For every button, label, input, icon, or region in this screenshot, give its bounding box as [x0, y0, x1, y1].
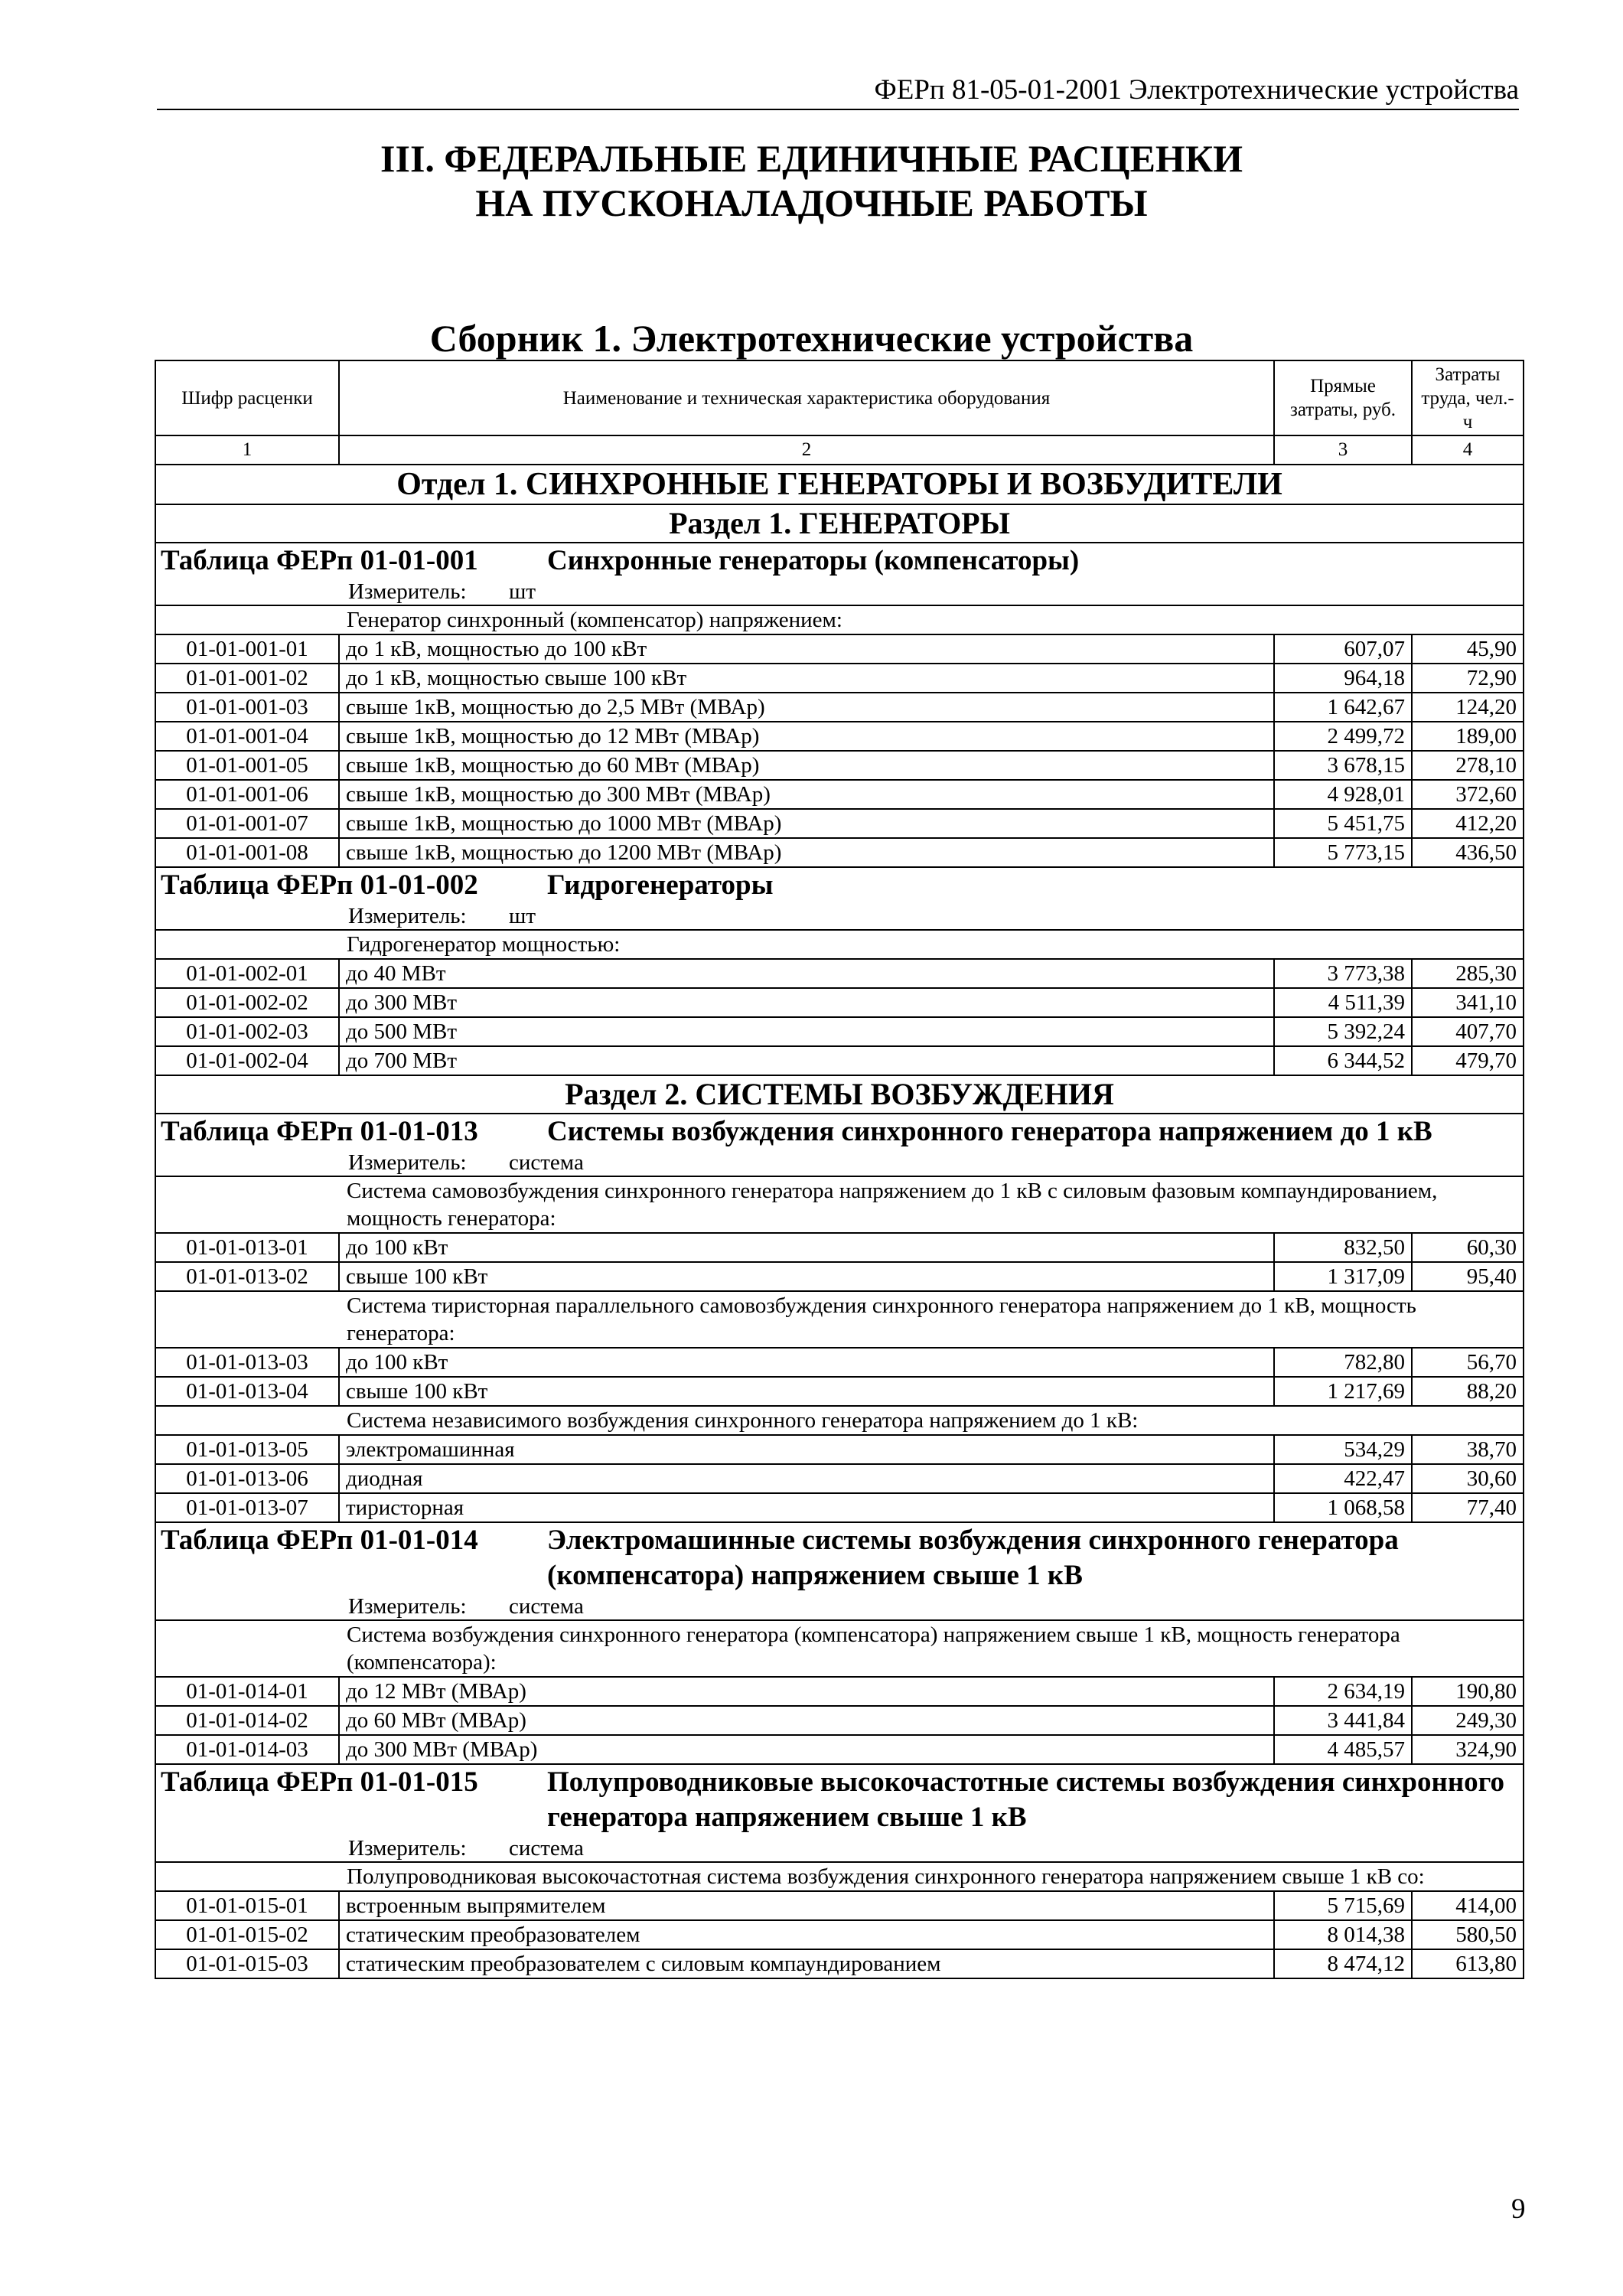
- rate-code: 01-01-015-02: [155, 1920, 339, 1949]
- rate-code: 01-01-015-03: [155, 1949, 339, 1978]
- labor-costs-value: 30,60: [1412, 1464, 1524, 1493]
- labor-costs-value: 60,30: [1412, 1233, 1524, 1262]
- rate-table-name: Гидрогенераторы: [547, 869, 774, 901]
- labor-costs-value: 45,90: [1412, 634, 1524, 664]
- rate-description: свыше 1кВ, мощностью до 60 МВт (МВАр): [339, 751, 1274, 780]
- document-title: [0, 136, 1623, 225]
- table-row: [155, 988, 1524, 1017]
- column-number: 3: [1274, 435, 1412, 465]
- rate-description: статическим преобразователем: [339, 1920, 1274, 1949]
- rates-table: [155, 360, 1524, 1979]
- rate-code: 01-01-002-01: [155, 959, 339, 988]
- rate-table-name: Синхронные генераторы (компенсаторы): [547, 545, 1080, 576]
- table-row: [155, 959, 1524, 988]
- rate-code: 01-01-002-04: [155, 1046, 339, 1075]
- meter-row: [155, 579, 1524, 605]
- direct-costs-value: 1 642,67: [1274, 693, 1412, 722]
- rate-description: до 40 МВт: [339, 959, 1274, 988]
- labor-costs-value: 190,80: [1412, 1677, 1524, 1706]
- rate-table-id: Таблица ФЕРп 01-01-002: [161, 869, 478, 901]
- direct-costs-value: 4 485,57: [1274, 1735, 1412, 1764]
- rates-body: [155, 465, 1524, 1978]
- table-row: [155, 751, 1524, 780]
- rate-code: 01-01-015-01: [155, 1891, 339, 1920]
- direct-costs-value: 4 928,01: [1274, 780, 1412, 809]
- rate-code: 01-01-001-07: [155, 809, 339, 838]
- direct-costs-value: 782,80: [1274, 1348, 1412, 1377]
- rate-description: свыше 1кВ, мощностью до 12 МВт (МВАр): [339, 722, 1274, 751]
- meter-row: [155, 903, 1524, 930]
- rate-code: 01-01-014-01: [155, 1677, 339, 1706]
- section-heading: Раздел 2. СИСТЕМЫ ВОЗБУЖДЕНИЯ: [155, 1075, 1524, 1114]
- rate-code: 01-01-001-06: [155, 780, 339, 809]
- labor-costs-value: 412,20: [1412, 809, 1524, 838]
- direct-costs-value: 2 634,19: [1274, 1677, 1412, 1706]
- meter-label: Измеритель:: [348, 1836, 467, 1861]
- rate-description: до 300 МВт (МВАр): [339, 1735, 1274, 1764]
- direct-costs-value: 5 392,24: [1274, 1017, 1412, 1046]
- rate-table-heading: [155, 867, 1524, 903]
- meter-unit: шт: [509, 904, 536, 928]
- direct-costs-value: 5 451,75: [1274, 809, 1412, 838]
- meter-unit: система: [509, 1594, 584, 1619]
- rate-description: тиристорная: [339, 1493, 1274, 1522]
- rate-code: 01-01-002-03: [155, 1017, 339, 1046]
- column-header-description: Наименование и техническая характеристика оборудования: [339, 360, 1274, 435]
- table-row: [155, 1493, 1524, 1522]
- rate-description: до 12 МВт (МВАр): [339, 1677, 1274, 1706]
- table-row: [155, 664, 1524, 693]
- labor-costs-value: 414,00: [1412, 1891, 1524, 1920]
- rate-table-heading: [155, 1764, 1524, 1835]
- direct-costs-value: 2 499,72: [1274, 722, 1412, 751]
- direct-costs-value: 534,29: [1274, 1435, 1412, 1464]
- column-header-labor-costs: Затраты труда, чел.-ч: [1412, 360, 1524, 435]
- labor-costs-value: 88,20: [1412, 1377, 1524, 1406]
- direct-costs-value: 3 678,15: [1274, 751, 1412, 780]
- rate-description: до 1 кВ, мощностью свыше 100 кВт: [339, 664, 1274, 693]
- rate-description: свыше 1кВ, мощностью до 300 МВт (МВАр): [339, 780, 1274, 809]
- group-description: Генератор синхронный (компенсатор) напряжением:: [155, 605, 1524, 634]
- meter-label: Измеритель:: [348, 1150, 467, 1175]
- rate-code: 01-01-014-03: [155, 1735, 339, 1764]
- document-title-line-2: НА ПУСКОНАЛАДОЧНЫЕ РАБОТЫ: [475, 181, 1148, 224]
- table-row: [155, 1046, 1524, 1075]
- rate-code: 01-01-013-02: [155, 1262, 339, 1291]
- table-row: [155, 1233, 1524, 1262]
- direct-costs-value: 8 474,12: [1274, 1949, 1412, 1978]
- direct-costs-value: 1 217,69: [1274, 1377, 1412, 1406]
- labor-costs-value: 124,20: [1412, 693, 1524, 722]
- table-row: [155, 1735, 1524, 1764]
- rate-description: свыше 1кВ, мощностью до 1000 МВт (МВАр): [339, 809, 1274, 838]
- rate-table-name: Системы возбуждения синхронного генератора напряжением до 1 кВ: [547, 1116, 1432, 1147]
- table-row: [155, 634, 1524, 664]
- labor-costs-value: 56,70: [1412, 1348, 1524, 1377]
- table-row: [155, 1377, 1524, 1406]
- table-row: [155, 1262, 1524, 1291]
- rate-table-heading: [155, 1114, 1524, 1150]
- labor-costs-value: 72,90: [1412, 664, 1524, 693]
- meter-label: Измеритель:: [348, 1594, 467, 1619]
- meter-unit: система: [509, 1150, 584, 1175]
- rate-description: свыше 1кВ, мощностью до 1200 МВт (МВАр): [339, 838, 1274, 867]
- rate-code: 01-01-013-04: [155, 1377, 339, 1406]
- labor-costs-value: 38,70: [1412, 1435, 1524, 1464]
- labor-costs-value: 285,30: [1412, 959, 1524, 988]
- rate-table-heading: [155, 543, 1524, 579]
- rate-description: статическим преобразователем с силовым компаундированием: [339, 1949, 1274, 1978]
- group-description: Система возбуждения синхронного генератора (компенсатора) напряжением свыше 1 кВ, мощность генератора (компенсатора):: [155, 1620, 1524, 1677]
- table-row: [155, 693, 1524, 722]
- rate-table-name: Электромашинные системы возбуждения синхронного генератора (компенсатора) напряжением свыше 1 кВ: [547, 1525, 1399, 1591]
- rate-description: свыше 1кВ, мощностью до 2,5 МВт (МВАр): [339, 693, 1274, 722]
- rate-code: 01-01-001-08: [155, 838, 339, 867]
- column-header-code: Шифр расценки: [155, 360, 339, 435]
- group-description: Система независимого возбуждения синхронного генератора напряжением до 1 кВ:: [155, 1406, 1524, 1435]
- rate-description: до 1 кВ, мощностью до 100 кВт: [339, 634, 1274, 664]
- direct-costs-value: 5 773,15: [1274, 838, 1412, 867]
- meter-label: Измеритель:: [348, 579, 467, 604]
- group-description: Система тиристорная параллельного самовозбуждения синхронного генератора напряжением до 1 кВ, мощность генератора:: [155, 1291, 1524, 1348]
- labor-costs-value: 324,90: [1412, 1735, 1524, 1764]
- column-header-direct-costs: Прямые затраты, руб.: [1274, 360, 1412, 435]
- table-row: [155, 1435, 1524, 1464]
- rate-table-name: Полупроводниковые высокочастотные системы возбуждения синхронного генератора напряжением свыше 1 кВ: [547, 1766, 1505, 1833]
- labor-costs-value: 278,10: [1412, 751, 1524, 780]
- labor-costs-value: 189,00: [1412, 722, 1524, 751]
- meter-label: Измеритель:: [348, 904, 467, 928]
- direct-costs-value: 6 344,52: [1274, 1046, 1412, 1075]
- rate-description: свыше 100 кВт: [339, 1262, 1274, 1291]
- rate-code: 01-01-013-06: [155, 1464, 339, 1493]
- rate-description: встроенным выпрямителем: [339, 1891, 1274, 1920]
- meter-row: [155, 1593, 1524, 1620]
- rate-description: диодная: [339, 1464, 1274, 1493]
- table-row: [155, 1017, 1524, 1046]
- rate-code: 01-01-013-03: [155, 1348, 339, 1377]
- meter-row: [155, 1150, 1524, 1176]
- rate-code: 01-01-014-02: [155, 1706, 339, 1735]
- rate-code: 01-01-001-04: [155, 722, 339, 751]
- rate-code: 01-01-001-05: [155, 751, 339, 780]
- meter-unit: шт: [509, 579, 536, 604]
- column-number: 1: [155, 435, 339, 465]
- rate-description: до 500 МВт: [339, 1017, 1274, 1046]
- table-row: [155, 1920, 1524, 1949]
- direct-costs-value: 964,18: [1274, 664, 1412, 693]
- department-heading: Отдел 1. СИНХРОННЫЕ ГЕНЕРАТОРЫ И ВОЗБУДИТЕЛИ: [155, 465, 1524, 504]
- rate-code: 01-01-013-07: [155, 1493, 339, 1522]
- rate-table-id: Таблица ФЕРп 01-01-015: [161, 1766, 478, 1798]
- page-number: 9: [1511, 2193, 1526, 2225]
- group-description: Гидрогенератор мощностью:: [155, 930, 1524, 959]
- rate-table-id: Таблица ФЕРп 01-01-014: [161, 1525, 478, 1556]
- rate-code: 01-01-001-03: [155, 693, 339, 722]
- direct-costs-value: 1 068,58: [1274, 1493, 1412, 1522]
- table-row: [155, 1949, 1524, 1978]
- labor-costs-value: 580,50: [1412, 1920, 1524, 1949]
- section-heading: Раздел 1. ГЕНЕРАТОРЫ: [155, 504, 1524, 543]
- group-description: Полупроводниковая высокочастотная система возбуждения синхронного генератора напряжением свыше 1 кВ со:: [155, 1862, 1524, 1891]
- rate-description: до 300 МВт: [339, 988, 1274, 1017]
- labor-costs-value: 341,10: [1412, 988, 1524, 1017]
- direct-costs-value: 1 317,09: [1274, 1262, 1412, 1291]
- direct-costs-value: 4 511,39: [1274, 988, 1412, 1017]
- meter-unit: система: [509, 1836, 584, 1861]
- direct-costs-value: 422,47: [1274, 1464, 1412, 1493]
- direct-costs-value: 832,50: [1274, 1233, 1412, 1262]
- rate-description: электромашинная: [339, 1435, 1274, 1464]
- rate-table-heading: [155, 1522, 1524, 1593]
- rate-description: свыше 100 кВт: [339, 1377, 1274, 1406]
- column-number: 4: [1412, 435, 1524, 465]
- rate-code: 01-01-001-01: [155, 634, 339, 664]
- table-row: [155, 809, 1524, 838]
- labor-costs-value: 95,40: [1412, 1262, 1524, 1291]
- table-row: [155, 838, 1524, 867]
- rate-code: 01-01-013-05: [155, 1435, 339, 1464]
- table-row: [155, 1891, 1524, 1920]
- rate-code: 01-01-002-02: [155, 988, 339, 1017]
- direct-costs-value: 8 014,38: [1274, 1920, 1412, 1949]
- table-row: [155, 1348, 1524, 1377]
- collection-title: Сборник 1. Электротехнические устройства: [429, 317, 1194, 360]
- rate-description: до 700 МВт: [339, 1046, 1274, 1075]
- rate-table-id: Таблица ФЕРп 01-01-013: [161, 1116, 478, 1147]
- table-row: [155, 1677, 1524, 1706]
- rate-description: до 60 МВт (МВАр): [339, 1706, 1274, 1735]
- labor-costs-value: 407,70: [1412, 1017, 1524, 1046]
- rate-code: 01-01-013-01: [155, 1233, 339, 1262]
- direct-costs-value: 3 441,84: [1274, 1706, 1412, 1735]
- meter-row: [155, 1835, 1524, 1862]
- labor-costs-value: 249,30: [1412, 1706, 1524, 1735]
- table-row: [155, 1464, 1524, 1493]
- document-title-line-1: III. ФЕДЕРАЛЬНЫЕ ЕДИНИЧНЫЕ РАСЦЕНКИ: [380, 137, 1243, 180]
- rate-description: до 100 кВт: [339, 1348, 1274, 1377]
- rate-table-id: Таблица ФЕРп 01-01-001: [161, 545, 478, 576]
- labor-costs-value: 436,50: [1412, 838, 1524, 867]
- column-number: 2: [339, 435, 1274, 465]
- labor-costs-value: 479,70: [1412, 1046, 1524, 1075]
- direct-costs-value: 3 773,38: [1274, 959, 1412, 988]
- table-row: [155, 780, 1524, 809]
- group-description: Система самовозбуждения синхронного генератора напряжением до 1 кВ с силовым фазовым компаундированием, мощность генератора:: [155, 1176, 1524, 1233]
- rate-description: до 100 кВт: [339, 1233, 1274, 1262]
- running-header: ФЕРп 81-05-01-2001 Электротехнические устройства: [157, 73, 1519, 110]
- direct-costs-value: 607,07: [1274, 634, 1412, 664]
- table-header: [155, 360, 1524, 465]
- table-row: [155, 722, 1524, 751]
- direct-costs-value: 5 715,69: [1274, 1891, 1412, 1920]
- labor-costs-value: 77,40: [1412, 1493, 1524, 1522]
- labor-costs-value: 372,60: [1412, 780, 1524, 809]
- rate-code: 01-01-001-02: [155, 664, 339, 693]
- table-row: [155, 1706, 1524, 1735]
- labor-costs-value: 613,80: [1412, 1949, 1524, 1978]
